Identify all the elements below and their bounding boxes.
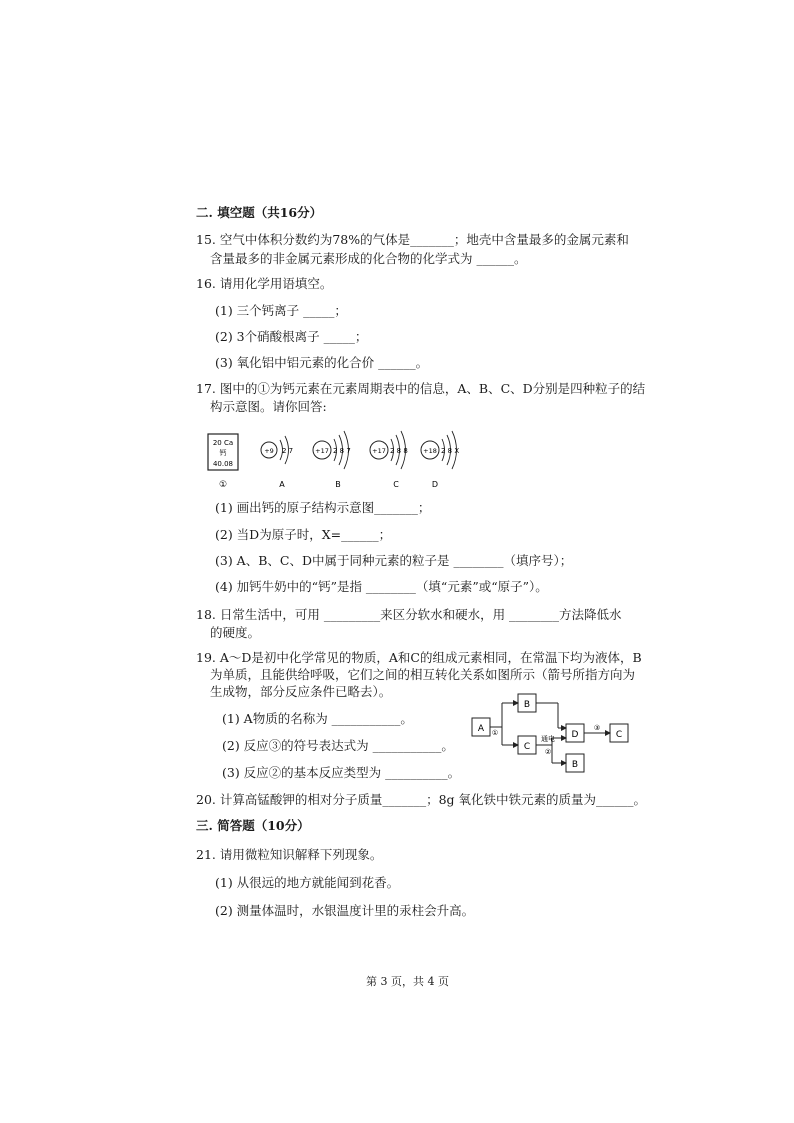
q19-line1: 19. A～D是初中化学常见的物质，A和C的组成元素相同，在常温下均为液体，B: [196, 650, 642, 665]
q17-part2: (2) 当D为原子时，X=______；: [215, 527, 392, 542]
q21-stem: 21. 请用微粒知识解释下列现象。: [196, 847, 383, 862]
node-D: D: [571, 730, 579, 740]
node-C-right: C: [615, 730, 623, 740]
electrolysis-label: 通电: [541, 735, 555, 743]
reaction-1-label: ①: [491, 729, 499, 737]
page-footer: 第 3 页，共 4 页: [366, 975, 449, 988]
q18-line1: 18. 日常生活中，可用 _________来区分软水和硬水，用 ________方法降低水: [196, 607, 622, 622]
section-title-fill: 二. 填空题（共16分）: [196, 205, 323, 220]
node-A: A: [477, 724, 485, 734]
atom-A-nucleus: +9: [264, 447, 274, 455]
q21-part2: (2) 测量体温时，水银温度计里的汞柱会升高。: [215, 903, 475, 918]
q16-part1: (1) 三个钙离子 _____；: [215, 303, 347, 318]
q19-line2: 为单质，且能供给呼吸，它们之间的相互转化关系如图所示（箭号所指方向为: [210, 667, 636, 682]
element-cell: [208, 434, 238, 490]
section-title-short: 三. 简答题（10分）: [196, 818, 310, 833]
reaction-3-label: ③: [593, 724, 601, 732]
q19-part3: (3) 反应②的基本反应类型为 __________。: [222, 765, 461, 780]
atom-A-shells: 2 7: [282, 447, 294, 455]
q20-line1: 20. 计算高锰酸钾的相对分子质量_______；8g 氧化铁中铁元素的质量为______。: [196, 792, 647, 807]
element-cell-name: 钙: [219, 449, 227, 457]
node-B-top: B: [523, 700, 531, 710]
atom-D-nucleus: +18: [423, 447, 437, 455]
node-B-bottom: B: [571, 760, 579, 770]
q15-line2: 含量最多的非金属元素形成的化合物的化学式为 ______。: [210, 251, 527, 266]
q19-line3: 生成物，部分反应条件已略去）。: [210, 684, 392, 699]
q19-diagram: [468, 688, 638, 778]
q17-figure: [200, 424, 480, 496]
node-C-mid: C: [523, 742, 531, 752]
atom-A: [261, 436, 293, 489]
q21-part1: (1) 从很远的地方就能闻到花香。: [215, 875, 400, 890]
q17-part3: (3) A、B、C、D中属于同种元素的粒子是 ________（填序号）；: [215, 553, 573, 568]
atom-B-label: B: [335, 480, 341, 489]
q18-line2: 的硬度。: [210, 625, 261, 640]
q16-part3: (3) 氧化铝中铝元素的化合价 ______。: [215, 355, 429, 370]
q17-line1: 17. 图中的①为钙元素在元素周期表中的信息，A、B、C、D分别是四种粒子的结: [196, 381, 646, 396]
atom-C-shells: 2 8 8: [390, 447, 408, 455]
q16-stem: 16. 请用化学用语填空。: [196, 276, 333, 291]
atom-D-label: D: [431, 480, 439, 489]
atom-D-shells: 2 8 X: [441, 447, 460, 455]
q15-line1: 15. 空气中体积分数约为78%的气体是_______；地壳中含量最多的金属元素和: [196, 232, 629, 247]
element-cell-number-symbol: 20 Ca: [212, 439, 234, 447]
atom-B-nucleus: +17: [315, 447, 329, 455]
q17-part4: (4) 加钙牛奶中的“钙”是指 ________（填“元素”或“原子”）。: [215, 579, 548, 594]
element-cell-label: ①: [218, 480, 228, 490]
q17-line2: 构示意图。请你回答:: [210, 399, 327, 414]
q19-part2: (2) 反应③的符号表达式为 ___________。: [222, 738, 454, 753]
q16-part2: (2) 3个硝酸根离子 _____；: [215, 329, 368, 344]
reaction-2-label: ②: [544, 748, 552, 756]
q19-part1: (1) A物质的名称为 ___________。: [222, 711, 413, 726]
atom-B: [313, 431, 351, 489]
atom-D: [421, 431, 459, 489]
atom-C-nucleus: +17: [372, 447, 386, 455]
atom-A-label: A: [279, 480, 285, 489]
atom-C-label: C: [393, 480, 399, 489]
element-cell-mass: 40.08: [212, 460, 234, 468]
q17-part1: (1) 画出钙的原子结构示意图_______；: [215, 500, 431, 515]
atom-C: [370, 431, 408, 489]
atom-B-shells: 2 8 7: [333, 447, 351, 455]
